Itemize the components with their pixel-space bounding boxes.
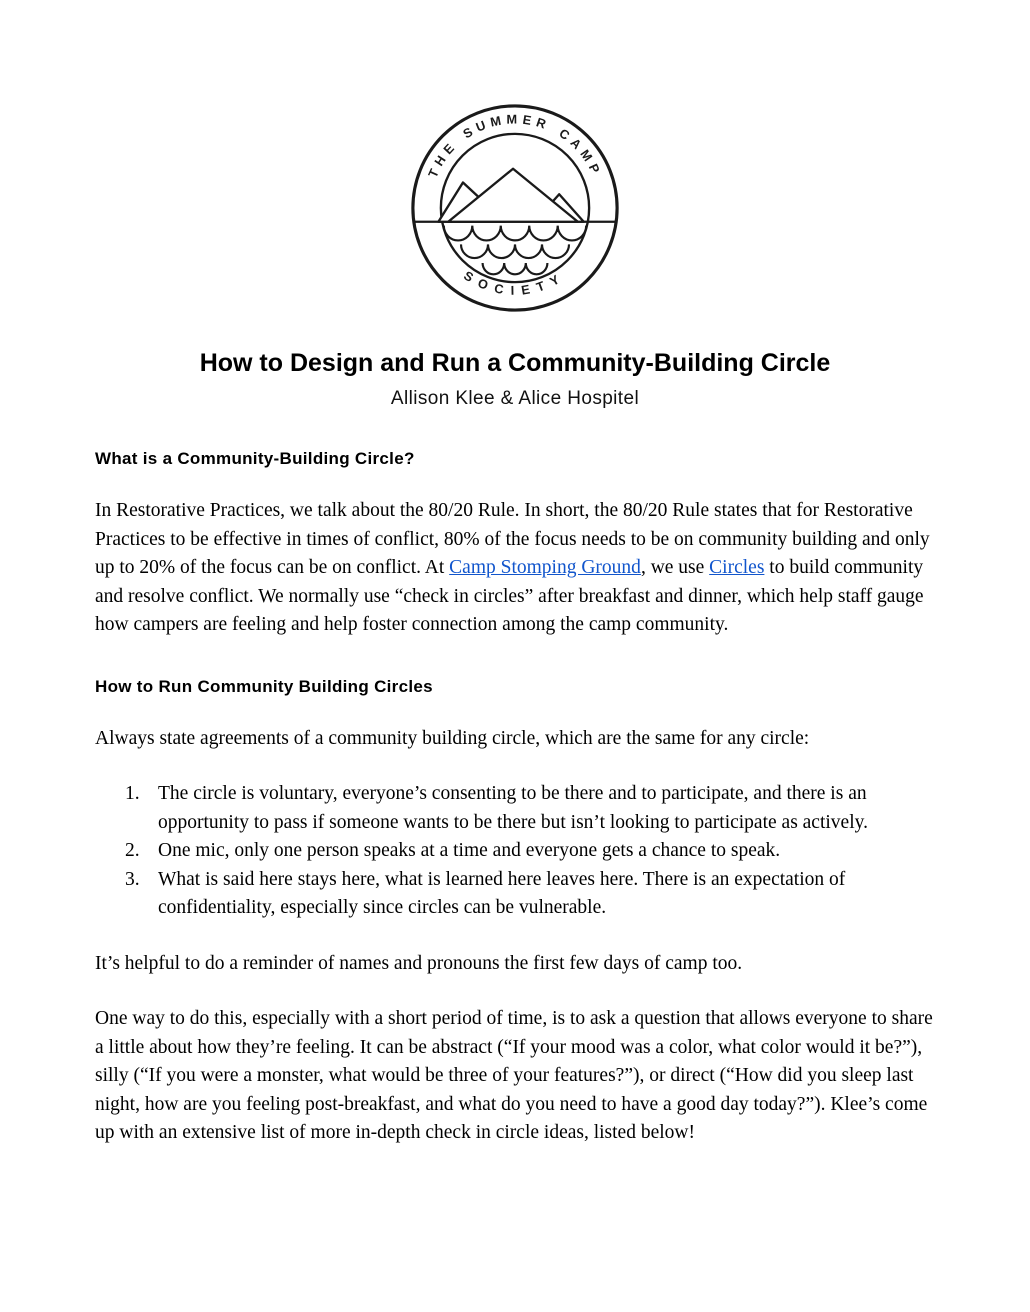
paragraph-one-way: One way to do this, especially with a short period of time, is to ask a question that allows everyone to share a little about how they’re feeling. It can be abstract (“If your mood was a color, what color would it be?”), silly (“If you were a monster, what would be three of your features?”), or direct (“How did you sleep last night, how are you feeling post-breakfast, and what do you need to have a good day today?”). Klee’s come up with an extensive list of more in-depth check in circle ideas, listed below! [95,1008,933,1143]
logo-mountains-icon [438,169,583,222]
list-item-text: One mic, only one person speaks at a time and everyone gets a chance to speak. [158,840,781,861]
summer-camp-society-logo [95,0,935,321]
section-heading-how-to-run: How to Run Community Building Circles [95,676,433,696]
logo-top-text: THE SUMMER CAMP [425,111,605,180]
paragraph-text: to build community and resolve conflict. We normally use “check in circles” after breakfast and dinner, which help staff gauge how campers are feeling and help foster connection among the camp community. [95,557,924,635]
page-title: How to Design and Run a Community-Building Circle [199,349,831,377]
list-item-text: The circle is voluntary, everyone’s consenting to be there and to participate, and there is an opportunity to pass if someone wants to be there but isn’t looking to participate as actively. [158,783,868,833]
list-item-text: What is said here stays here, what is learned here leaves here. There is an expectation of confidentiality, especially since circles can be vulnerable. [158,868,846,918]
link-circles[interactable]: Circles [709,557,765,578]
agreements-list [95,780,935,923]
list-number: 2. [125,840,140,861]
list-number: 1. [125,783,140,804]
list-item [95,866,935,923]
authors-line: Allison Klee & Alice Hospitel [390,388,640,409]
list-item [95,780,935,837]
list-item [95,837,935,866]
list-number: 3. [125,868,140,890]
paragraph-text: , we use [640,557,710,578]
paragraph-text: In Restorative Practices, we talk about the 80/20 Rule. In short, the 80/20 Rule states that for Restorative Practices to be effective in times of conflict, 80% of the focus needs to be on community building and only up to 20% of the focus can be on conflict. At [95,500,930,578]
logo-bottom-text: SOCIETY [461,267,569,298]
paragraph-agreements-intro: Always state agreements of a community building circle, which are the same for any circle: [95,727,810,749]
section-heading-what-is: What is a Community-Building Circle? [95,449,415,468]
paragraph-names-pronouns: It’s helpful to do a reminder of names and pronouns the first few days of camp too. [95,952,743,974]
paragraph-restorative-practices [95,497,935,640]
logo-waves-icon [444,226,586,275]
camp-logo-icon [407,100,623,316]
link-camp-stomping-ground[interactable]: Camp Stomping Ground [449,557,641,578]
